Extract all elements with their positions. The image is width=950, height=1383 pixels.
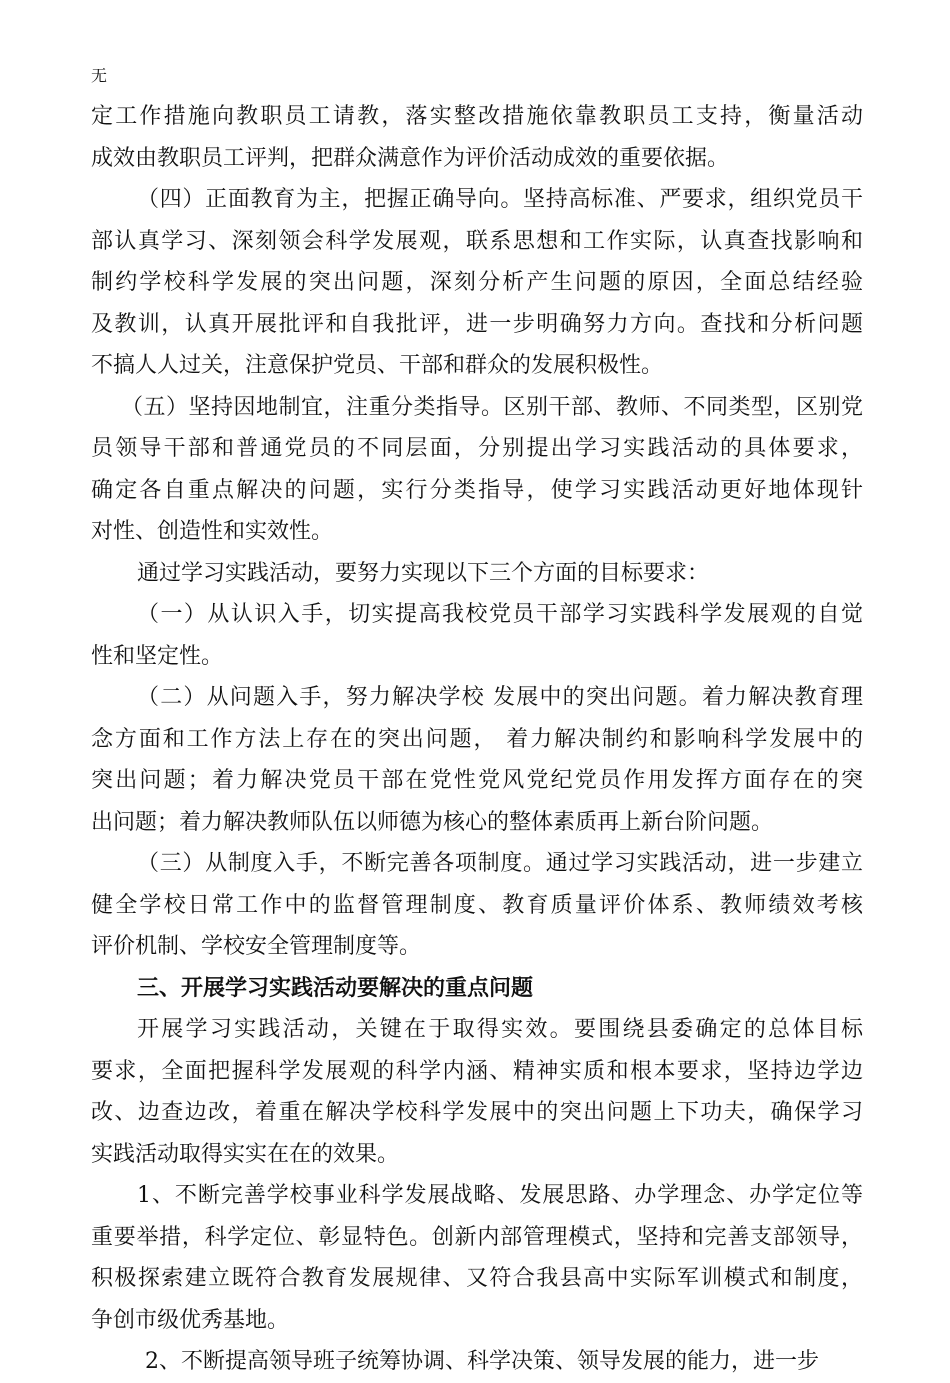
text-line: 重要举措，科学定位、彰显特色。创新内部管理模式，坚持和完善支部领导， (91, 1224, 863, 1250)
text-line: 不搞人人过关，注意保护党员、干部和群众的发展积极性。 (91, 353, 664, 378)
text-line: 出问题；着力解决教师队伍以师德为核心的整体素质再上新台阶问题。 (91, 809, 774, 835)
text-line: 要求，全面把握科学发展观的科学内涵、精神实质和根本要求，坚持边学边 (91, 1058, 863, 1084)
section-heading: 三、开展学习实践活动要解决的重点问题 (137, 975, 534, 1001)
text-line: 健全学校日常工作中的监督管理制度、教育质量评价体系、教师绩效考核 (91, 892, 863, 918)
text-line: （四）正面教育为主，把握正确导向。坚持高标准、严要求，组织党员干 (137, 187, 863, 212)
document-body (91, 96, 863, 1383)
text-line: 制约学校科学发展的突出问题，深刻分析产生问题的原因，全面总结经验 (91, 270, 863, 295)
text-line: 实践活动取得实实在在的效果。 (91, 1141, 400, 1167)
text-line: 员领导干部和普通党员的不同层面，分别提出学习实践活动的具体要求， (91, 436, 863, 461)
text-line: 成效由教职员工评判，把群众满意作为评价活动成效的重要依据。 (91, 145, 730, 171)
text-line: 改、边查边改，着重在解决学校科学发展中的突出问题上下功夫，确保学习 (91, 1100, 863, 1125)
text-line: （三）从制度入手，不断完善各项制度。通过学习实践活动，进一步建立 (137, 851, 863, 876)
text-line: 性和坚定性。 (91, 643, 224, 669)
text-line: 通过学习实践活动，要努力实现以下三个方面的目标要求： (137, 560, 710, 586)
text-line: 2、不断提高领导班子统筹协调、科学决策、领导发展的能力，进一步 (145, 1349, 819, 1374)
text-line: （五）坚持因地制宜，注重分类指导。区别干部、教师、不同类型，区别党 (121, 394, 863, 420)
text-line: 评价机制、学校安全管理制度等。 (91, 934, 422, 959)
text-line: 突出问题；着力解决党员干部在党性党风党纪党员作用发挥方面存在的突 (91, 768, 863, 793)
text-line: 开展学习实践活动，关键在于取得实效。要围绕县委确定的总体目标 (137, 1017, 863, 1042)
text-line: 及教训，认真开展批评和自我批评，进一步明确努力方向。查找和分析问题 (91, 311, 863, 337)
text-line: 确定各自重点解决的问题，实行分类指导，使学习实践活动更好地体现针 (91, 477, 863, 503)
text-line: 积极探索建立既符合教育发展规律、又符合我县高中实际军训模式和制度， (91, 1266, 863, 1291)
page-header-mark: 无 (91, 66, 108, 85)
text-line: 部认真学习、深刻领会科学发展观，联系思想和工作实际，认真查找影响和 (91, 228, 863, 254)
text-line: 定工作措施向教职员工请教，落实整改措施依靠教职员工支持，衡量活动 (91, 104, 863, 129)
text-line: 争创市级优秀基地。 (91, 1307, 290, 1333)
text-line: （一）从认识入手，切实提高我校党员干部学习实践科学发展观的自觉 (137, 602, 863, 627)
text-line: 对性、创造性和实效性。 (91, 519, 334, 544)
text-line: 1、不断完善学校事业科学发展战略、发展思路、办学理念、办学定位等 (137, 1183, 863, 1208)
text-line: 念方面和工作方法上存在的突出问题， 着力解决制约和影响科学发展中的 (91, 726, 863, 752)
text-line: （二）从问题入手，努力解决学校 发展中的突出问题。着力解决教育理 (137, 685, 863, 710)
